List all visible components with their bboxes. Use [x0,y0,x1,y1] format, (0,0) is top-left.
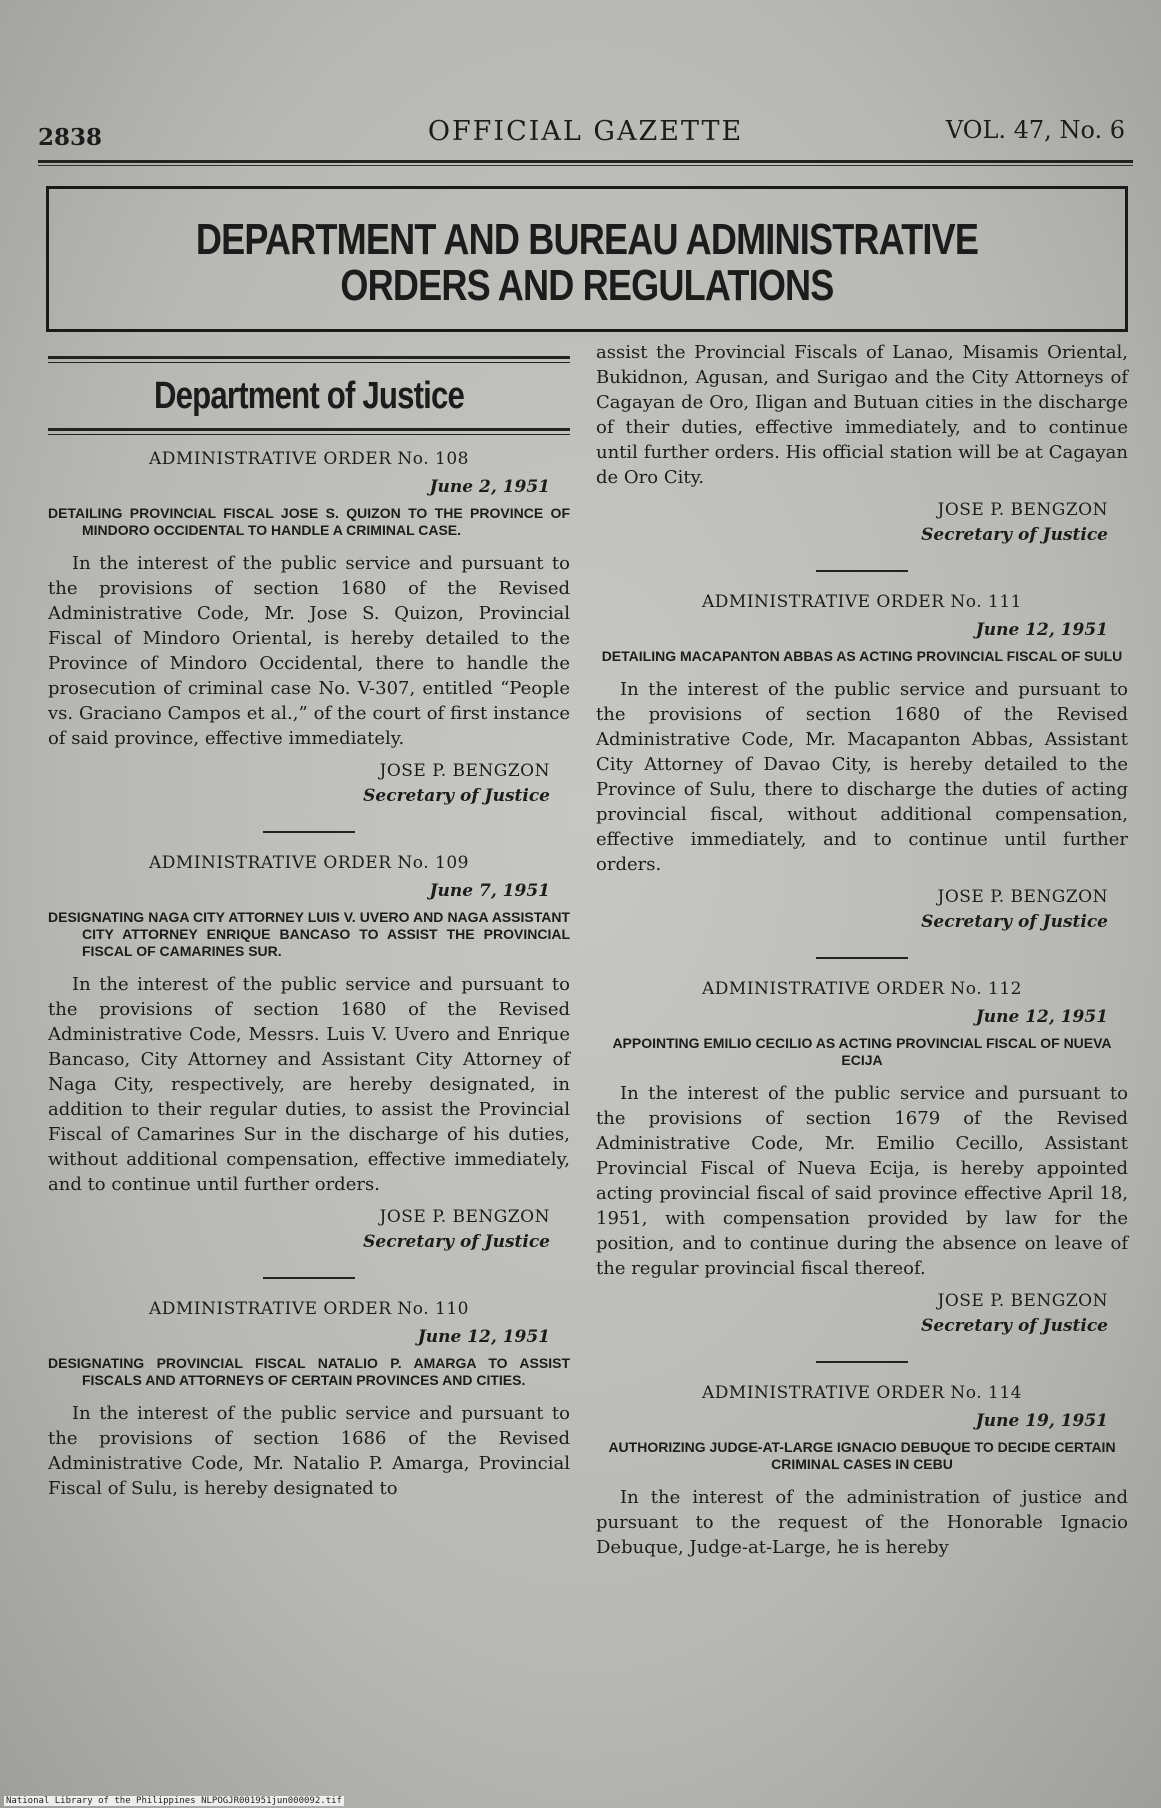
order-number: ADMINISTRATIVE ORDER No. 111 [702,592,1022,612]
order-body: In the interest of the public service and pursuant to the provisions of section 1680 of the Revised Administrative Code, Messrs. Luis V. Uvero and Enrique Bancaso, City Attorney and Assistant City Attorney of Naga City, respectively, are hereby designated, in addition to their regular duties, to assist the Provincial Fiscal of Camarines Sur in the discharge of his duties, without additional compensation, effective immediately, and to continue until further orders. [48,974,570,1195]
banner-line-1: DEPARTMENT AND BUREAU ADMINISTRATIVE [195,215,979,264]
signature-block [48,1205,550,1255]
order-number: ADMINISTRATIVE ORDER No. 109 [149,853,469,873]
order-109 [48,853,570,1255]
left-column [48,356,570,1501]
separator [816,957,908,959]
order-110 [48,1299,570,1501]
order-date: June 19, 1951 [975,1411,1108,1431]
order-114 [596,1383,1128,1560]
signature-block [596,498,1108,548]
order-body-continued: assist the Provincial Fiscals of Lanao, Misamis Oriental, Bukidnon, Agusan, and Surigao and the City Attorneys of Cagayan de Oro, Iligan and Butuan cities in the discharge of their duties, effective immediately, and to continue until further orders. His official station will be at Cagayan de Oro City. [596,342,1128,488]
order-date: June 12, 1951 [975,1007,1108,1027]
department-rule-top [48,356,570,363]
separator [263,831,355,833]
order-body: In the interest of the public service and pursuant to the provisions of section 1686 of the Revised Administrative Code, Mr. Natalio P. Amarga, Provincial Fiscal of Sulu, is hereby designated to [48,1403,570,1499]
publication-title: OFFICIAL GAZETTE [427,116,744,147]
signatory-role: Secretary of Justice [921,912,1108,932]
order-date: June 2, 1951 [429,477,550,497]
signatory-role: Secretary of Justice [921,1316,1108,1336]
order-title: DETAILING PROVINCIAL FISCAL JOSE S. QUIZON TO THE PROVINCE OF MINDORO OCCIDENTAL TO HANDLE A CRIMINAL CASE. [48,505,570,538]
header-rule-thin [38,165,1133,166]
signatory-name: JOSE P. BENGZON [937,887,1108,907]
order-110-continued [596,340,1128,548]
separator [816,570,908,572]
banner-line-2: ORDERS AND REGULATIONS [340,261,834,310]
order-title: DESIGNATING NAGA CITY ATTORNEY LUIS V. UVERO AND NAGA ASSISTANT CITY ATTORNEY ENRIQUE BANCASO TO ASSIST THE PROVINCIAL FISCAL OF CAMARINES SUR. [48,909,570,959]
order-body: In the interest of the public service and pursuant to the provisions of section 1680 of the Revised Administrative Code, Mr. Jose S. Quizon, Provincial Fiscal of Mindoro Oriental, is hereby detailed to the Province of Mindoro Occidental, there to handle the prosecution of criminal case No. V-307, entitled “People vs. Graciano Campos et al.,” of the court of first instance of said province, effective immediately. [48,553,570,749]
order-body: In the interest of the public service and pursuant to the provisions of section 1680 of the Revised Administrative Code, Mr. Macapanton Abbas, Assistant City Attorney of Davao City, is hereby detailed to the Province of Sulu, there to discharge the duties of acting provincial fiscal, without additional compensation, effective immediately, and to continue until further orders. [596,679,1128,875]
scan-footer: National Library of the Philippines NLPOGJR001951jun000092.tif [6,1796,342,1806]
order-date: June 12, 1951 [975,620,1108,640]
department-rule-bottom [48,428,570,435]
order-body: In the interest of the administration of justice and pursuant to the request of the Honorable Ignacio Debuque, Judge-at-Large, he is hereby [596,1487,1128,1558]
order-title: APPOINTING EMILIO CECILIO AS ACTING PROVINCIAL FISCAL OF NUEVA ECIJA [612,1035,1112,1068]
signatory-role: Secretary of Justice [363,786,550,806]
header-rule [38,160,1133,163]
order-number: ADMINISTRATIVE ORDER No. 108 [149,449,469,469]
order-title: DETAILING MACAPANTON ABBAS AS ACTING PROVINCIAL FISCAL OF SULU [601,648,1123,664]
order-number: ADMINISTRATIVE ORDER No. 110 [149,1299,469,1319]
right-column [596,340,1128,1560]
signature-block [596,885,1108,935]
signatory-name: JOSE P. BENGZON [379,761,550,781]
order-date: June 12, 1951 [417,1327,550,1347]
signatory-role: Secretary of Justice [363,1232,550,1252]
department-heading: Department of Justice [153,375,465,417]
order-number: ADMINISTRATIVE ORDER No. 112 [702,979,1022,999]
signatory-name: JOSE P. BENGZON [937,500,1108,520]
signature-block [596,1289,1108,1339]
page-header [38,112,1133,152]
order-111 [596,592,1128,935]
order-date: June 7, 1951 [429,881,550,901]
section-banner [46,186,1128,332]
separator [816,1361,908,1363]
signature-block [48,759,550,809]
volume-number: VOL. 47, No. 6 [945,116,1125,144]
order-body: In the interest of the public service and pursuant to the provisions of section 1679 of the Revised Administrative Code, Mr. Emilio Cecillo, Assistant Provincial Fiscal of Nueva Ecija, is hereby appointed acting provincial fiscal of said province effective April 18, 1951, with compensation provided by law for the position, and to continue during the absence on leave of the regular provincial fiscal thereof. [596,1083,1128,1279]
signatory-name: JOSE P. BENGZON [937,1291,1108,1311]
signatory-name: JOSE P. BENGZON [379,1207,550,1227]
order-title: DESIGNATING PROVINCIAL FISCAL NATALIO P. AMARGA TO ASSIST FISCALS AND ATTORNEYS OF CERTAIN PROVINCES AND CITIES. [48,1355,570,1388]
signatory-role: Secretary of Justice [921,525,1108,545]
separator [263,1277,355,1279]
page-number: 2838 [38,124,103,151]
order-112 [596,979,1128,1339]
order-108 [48,449,570,809]
order-title: AUTHORIZING JUDGE-AT-LARGE IGNACIO DEBUQUE TO DECIDE CERTAIN CRIMINAL CASES IN CEBU [608,1439,1116,1472]
order-number: ADMINISTRATIVE ORDER No. 114 [702,1383,1022,1403]
